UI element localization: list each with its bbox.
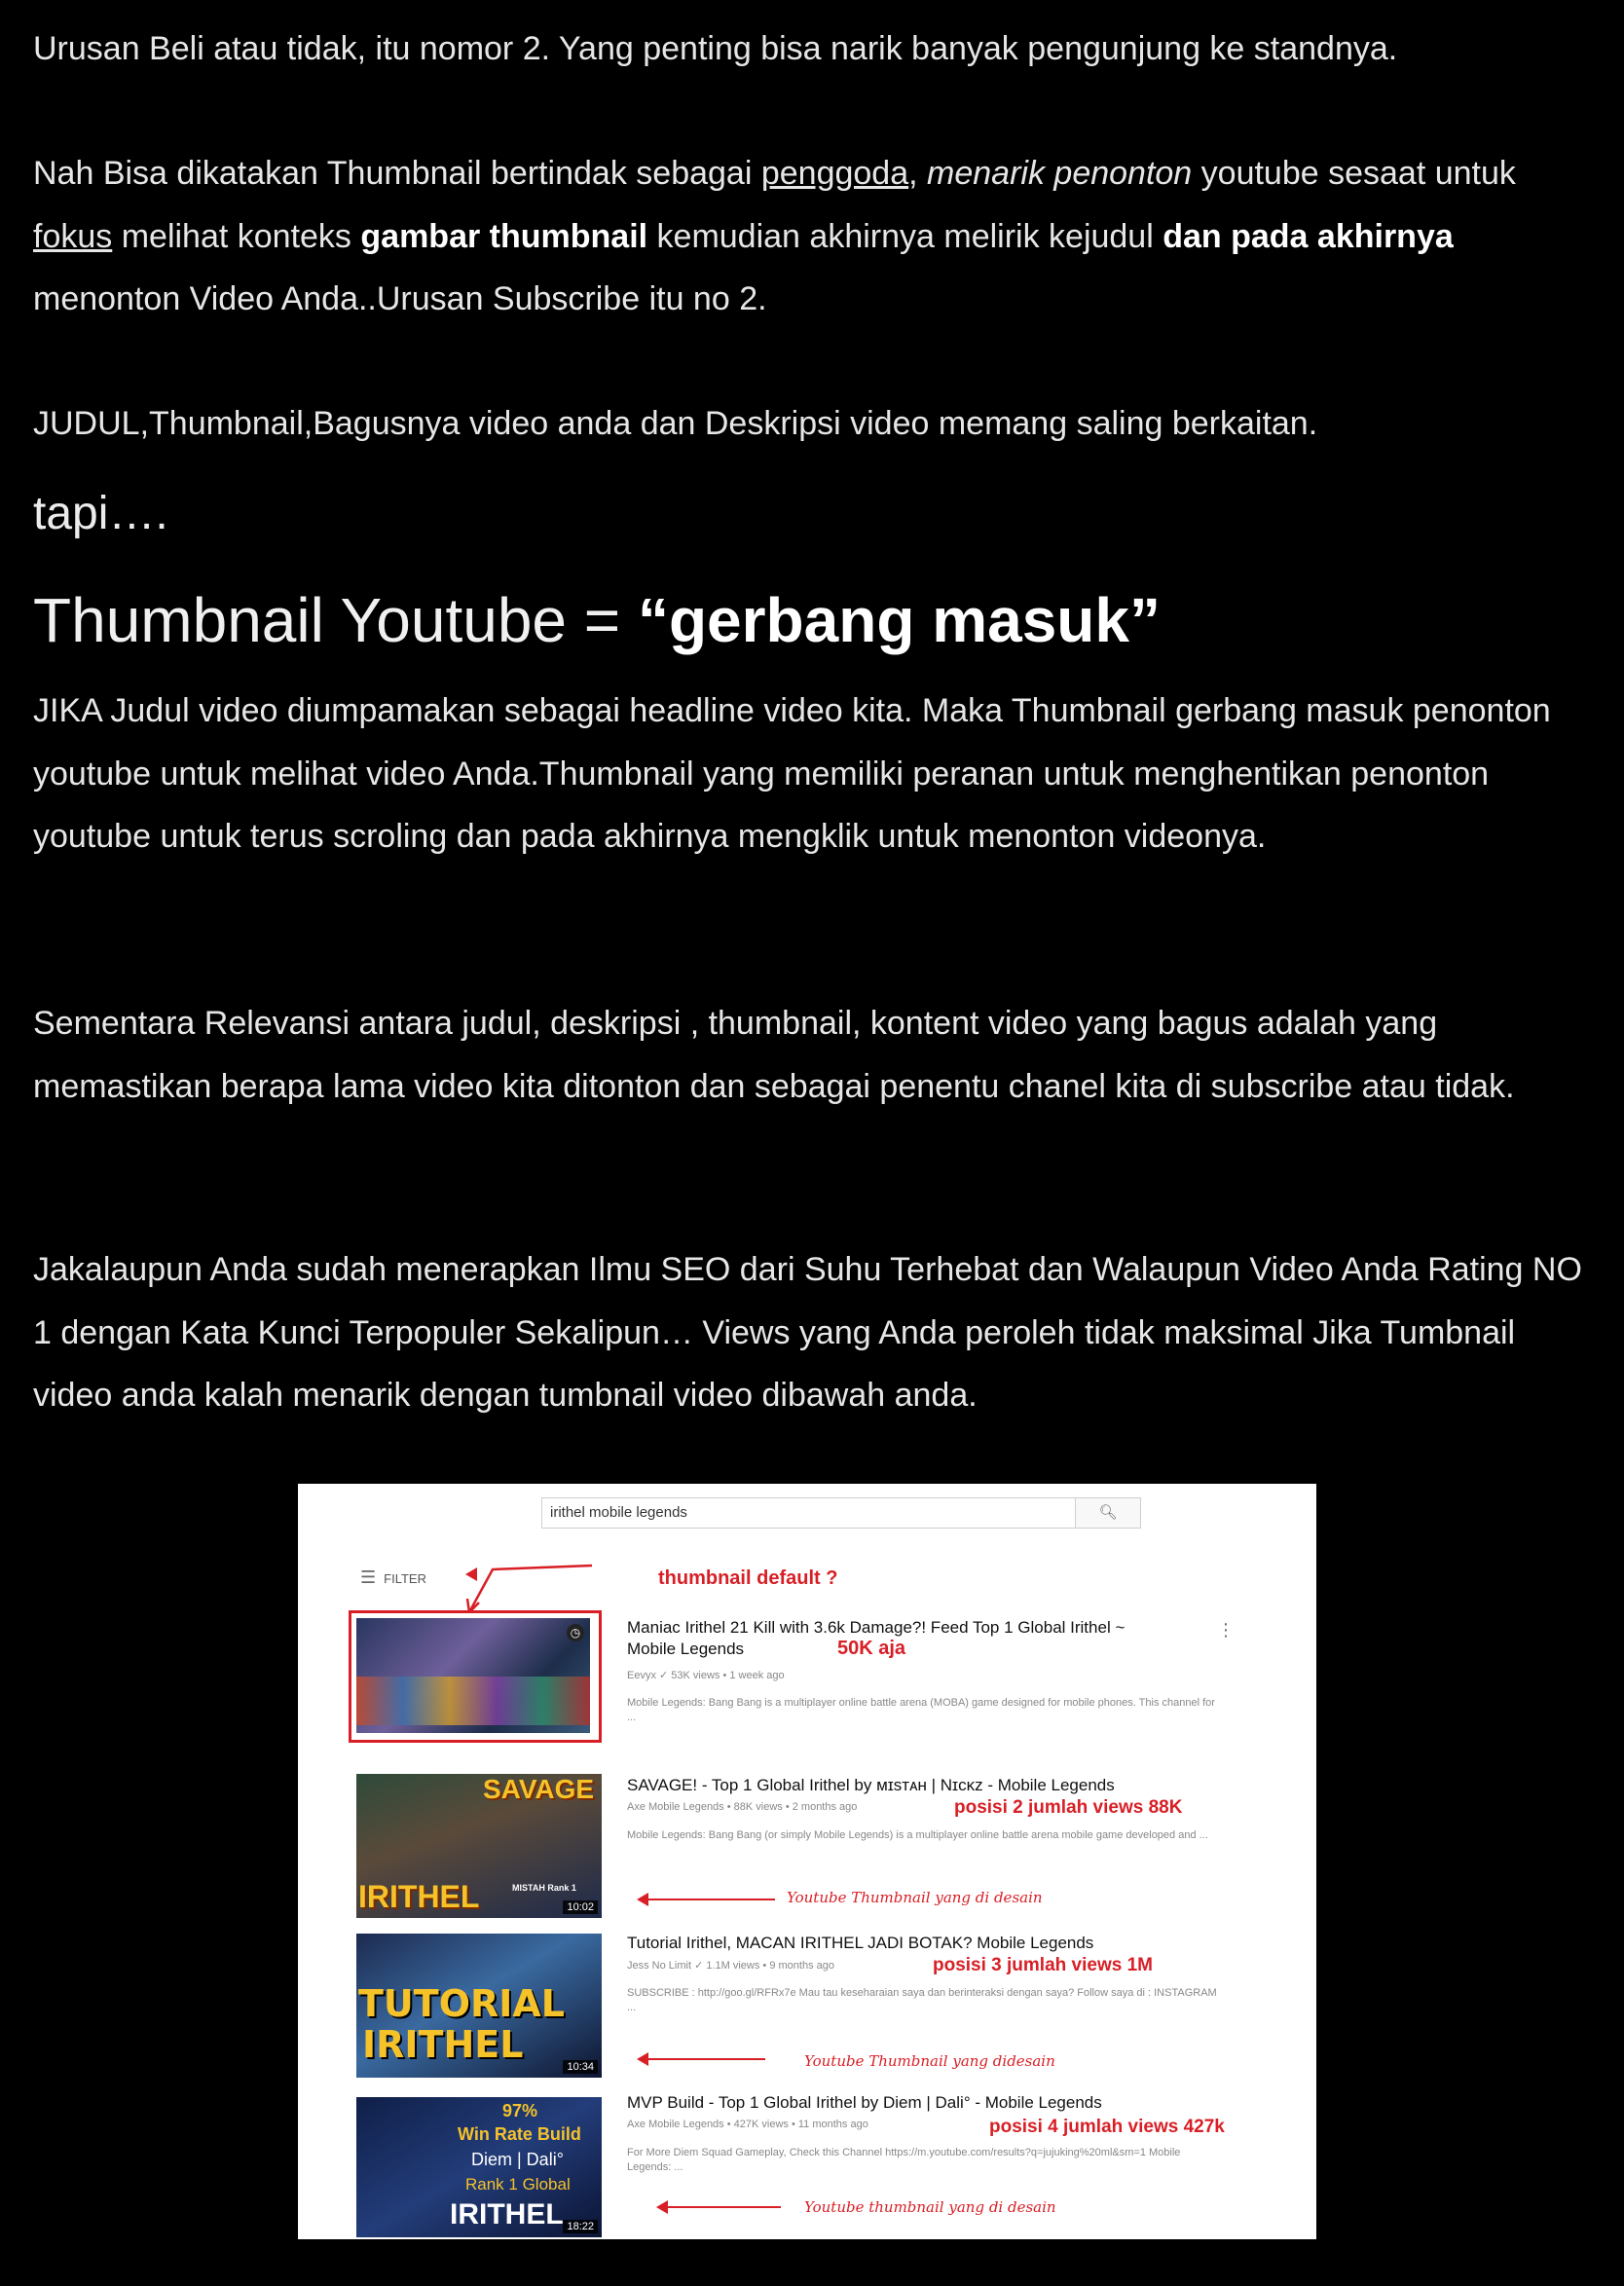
video-2-meta: Axe Mobile Legends • 88K views • 2 months ago: [627, 1801, 858, 1813]
thumb-irithel: IRITHEL: [450, 2198, 564, 2231]
paragraph-thumbnail-tease: [33, 142, 1591, 331]
text-run: Nah Bisa dikatakan Thumbnail bertindak sebagai: [33, 155, 761, 192]
bold-dan-pada-akhirnya: dan pada akhirnya: [1163, 217, 1454, 255]
thumb-rank: Rank 1 Global: [465, 2175, 571, 2194]
heading-bold: “gerbang masuk”: [637, 585, 1161, 655]
thumb-savage: SAVAGE: [483, 1774, 595, 1804]
annotation-design-4: Youtube thumbnail yang di desain: [804, 2198, 1056, 2216]
youtube-search-screenshot: [298, 1484, 1316, 2239]
video-3-meta: Jess No Limit ✓ 1.1M views • 9 months ago: [627, 1960, 834, 1972]
thumb-irithel: IRITHEL: [358, 1879, 480, 1914]
bold-gambar-thumbnail: gambar thumbnail: [360, 217, 648, 255]
thumb-irithel: IRITHEL: [362, 2023, 524, 2066]
duration-badge: 18:22: [563, 2220, 598, 2233]
video-4-description: For More Diem Squad Gameplay, Check this Channel https://m.youtube.com/results?q=jujuking%20ml&sm=1 Mobile Legends: ...: [627, 2147, 1181, 2173]
video-3-description: SUBSCRIBE : http://goo.gl/RFRx7e Mau tau keseharaian saya dan berinteraksi dengan saya? Follow saya di : INSTAGRAM ...: [627, 1987, 1217, 2013]
arrow-design-2: [639, 1899, 775, 1900]
annotation-1m: posisi 3 jumlah views 1M: [933, 1955, 1153, 1975]
duration-badge: 10:02: [563, 1900, 598, 1914]
sliders-icon: ☰: [360, 1567, 377, 1587]
search-icon: 🔍︎: [1075, 1498, 1140, 1528]
video-4-meta: Axe Mobile Legends • 427K views • 11 months ago: [627, 2119, 868, 2130]
video-1-meta: Eevyx ✓ 53K views • 1 week ago: [627, 1670, 785, 1681]
more-vert-icon: ⋮: [1217, 1620, 1235, 1640]
paragraph-relevance: Sementara Relevansi antara judul, deskripsi , thumbnail, kontent video yang bagus adalah yang memastikan berapa lama video kita ditonton dan sebagai penentu chanel kita di subscribe atau tidak.: [33, 1005, 1515, 1105]
watch-later-icon: ◷: [567, 1624, 584, 1641]
video-3-title: Tutorial Irithel, MACAN IRITHEL JADI BOTAK? Mobile Legends: [627, 1934, 1094, 1952]
video-4-title: MVP Build - Top 1 Global Irithel by Diem | Dali° - Mobile Legends: [627, 2093, 1102, 2112]
thumb-winrate: Win Rate Build: [458, 2124, 581, 2144]
thumb-tag: MISTAH Rank 1: [512, 1883, 576, 1893]
text-run: ,: [908, 155, 928, 192]
search-query: irithel mobile legends: [550, 1504, 687, 1521]
thumb-player: Diem | Dali°: [471, 2150, 564, 2169]
video-2-title: SAVAGE! - Top 1 Global Irithel by ᴍɪsᴛᴀʜ | Nɪᴄᴋᴢ - Mobile Legends: [627, 1776, 1115, 1794]
filter-control: [360, 1567, 426, 1588]
subheading-tapi: tapi….: [33, 488, 168, 539]
arrow-design-4: [658, 2206, 781, 2208]
annotation-427k: posisi 4 jumlah views 427k: [989, 2117, 1225, 2137]
arrow-default-annotation: [463, 1560, 600, 1618]
duration-badge: 10:34: [563, 2060, 598, 2074]
arrow-design-3: [639, 2058, 765, 2060]
annotation-design-2: Youtube Thumbnail yang di desain: [787, 1889, 1043, 1906]
paragraph-related: JUDUL,Thumbnail,Bagusnya video anda dan Deskripsi video memang saling berkaitan.: [33, 405, 1318, 442]
section-heading: [33, 584, 1161, 656]
paragraph-seo: Jakalaupun Anda sudah menerapkan Ilmu SEO dari Suhu Terhebat dan Walaupun Video Anda Rating NO 1 dengan Kata Kunci Terpopuler Sekalipun… Views yang Anda peroleh tidak maksimal Jika Tumbnail video anda kalah menarik dengan tumbnail video dibawah anda.: [33, 1251, 1582, 1414]
thumbnail-video-1: [356, 1618, 590, 1733]
text-run: melihat konteks: [112, 217, 361, 255]
text-run: menonton Video Anda..Urusan Subscribe itu no 2.: [33, 280, 767, 317]
thumb-tutorial: TUTORIAL: [358, 1982, 566, 2025]
filter-label: FILTER: [384, 1571, 426, 1586]
video-2-description: Mobile Legends: Bang Bang (or simply Mobile Legends) is a multiplayer online battle arena mobile game developed and ...: [627, 1829, 1208, 1841]
video-1-title-line1: Maniac Irithel 21 Kill with 3.6k Damage?! Feed Top 1 Global Irithel ~: [627, 1618, 1126, 1637]
annotation-50k: 50K aja: [837, 1638, 906, 1659]
video-1-title-line2: Mobile Legends: [627, 1640, 745, 1658]
annotation-88k: posisi 2 jumlah views 88K: [954, 1797, 1183, 1818]
thumbnail-video-3: [356, 1934, 602, 2078]
italic-menarik-penonton: menarik penonton: [927, 155, 1193, 192]
text-run: kemudian akhirnya melirik kejudul: [647, 217, 1163, 255]
search-bar: [541, 1497, 1141, 1529]
video-1-description: Mobile Legends: Bang Bang is a multiplayer online battle arena (MOBA) game designed for mobile phones. This channel for ...: [627, 1697, 1215, 1723]
text-run: youtube sesaat untuk: [1192, 155, 1516, 192]
thumbnail-hero-strip: [356, 1677, 590, 1725]
underlined-penggoda: penggoda: [760, 155, 909, 192]
annotation-default: thumbnail default ?: [658, 1567, 838, 1589]
heading-plain: Thumbnail Youtube =: [33, 585, 638, 655]
thumb-pct: 97%: [502, 2101, 538, 2120]
annotation-design-3: Youtube Thumbnail yang didesain: [804, 2052, 1055, 2070]
thumbnail-video-4: [356, 2097, 602, 2237]
underlined-fokus: fokus: [33, 217, 113, 255]
paragraph-headline: JIKA Judul video diumpamakan sebagai headline video kita. Maka Thumbnail gerbang masuk penonton youtube untuk melihat video Anda.Thumbnail yang memiliki peranan untuk menghentikan penonton youtube untuk terus scroling dan pada akhirnya mengklik untuk menonton videonya.: [33, 692, 1551, 855]
thumbnail-video-2: [356, 1774, 602, 1918]
paragraph-intro: Urusan Beli atau tidak, itu nomor 2. Yang penting bisa narik banyak pengunjung ke standnya.: [33, 30, 1398, 67]
